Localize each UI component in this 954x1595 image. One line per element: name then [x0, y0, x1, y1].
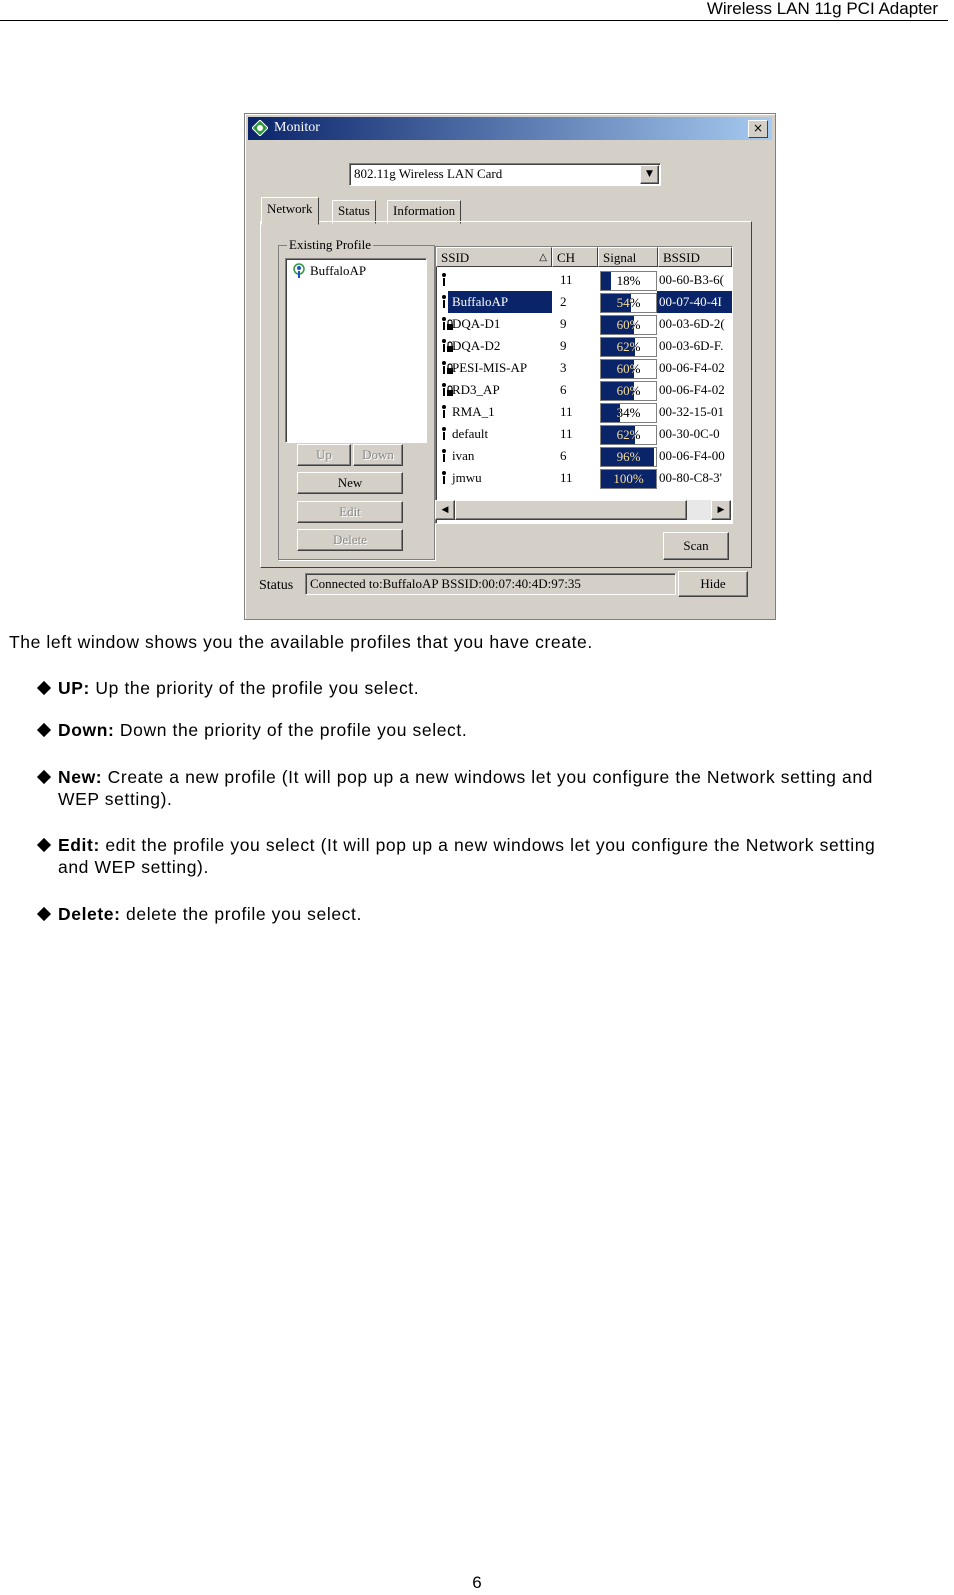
ssid-cell: RMA_1 — [452, 404, 495, 419]
channel-cell: 9 — [560, 316, 567, 331]
bullet-new — [39, 766, 909, 810]
channel-cell: 2 — [560, 294, 567, 309]
signal-bar — [600, 381, 657, 401]
status-label: Status — [259, 578, 294, 593]
bullet-text: Up the priority of the profile you select. — [89, 678, 420, 698]
diamond-bullet-icon — [37, 681, 51, 695]
bssid-cell: 00-03-6D-2( — [659, 316, 725, 331]
profile-connected-icon — [292, 263, 306, 279]
channel-cell: 6 — [560, 448, 567, 463]
column-header-bssid[interactable]: BSSID — [658, 247, 732, 267]
column-header-ch[interactable]: CH — [552, 247, 598, 267]
up-button[interactable]: Up — [297, 444, 351, 466]
diamond-bullet-icon — [37, 907, 51, 921]
network-list[interactable] — [435, 246, 733, 524]
page-number: 6 — [472, 1573, 482, 1592]
bullet-text: Down the priority of the profile you select. — [114, 720, 468, 740]
signal-label: 100% — [613, 471, 644, 486]
hide-button[interactable]: Hide — [678, 571, 748, 597]
profile-item[interactable] — [292, 263, 366, 279]
ssid-cell: default — [452, 426, 489, 441]
intro-paragraph: The left window shows you the available profiles that you have create. — [9, 632, 593, 652]
scroll-left-icon[interactable]: ◀ — [435, 500, 455, 520]
signal-bar — [600, 337, 657, 357]
bullet-edit — [39, 834, 909, 878]
channel-cell: 11 — [560, 470, 573, 485]
signal-label: 62% — [616, 427, 641, 442]
ssid-cell: DQA-D1 — [452, 316, 501, 331]
page-header — [0, 0, 948, 21]
network-row[interactable] — [436, 291, 732, 313]
bullet-down — [39, 719, 909, 741]
ssid-cell: BuffaloAP — [448, 291, 552, 313]
signal-bar — [600, 359, 657, 379]
network-row[interactable] — [436, 423, 732, 445]
channel-cell: 11 — [560, 404, 573, 419]
bullet-term: Delete: — [58, 904, 121, 924]
existing-profile-legend: Existing Profile — [289, 237, 371, 252]
monitor-window — [244, 113, 776, 620]
new-button[interactable]: New — [297, 472, 403, 494]
ssid-cell — [448, 269, 552, 291]
bullet-term: Edit: — [58, 835, 100, 855]
channel-cell: 11 — [560, 272, 573, 287]
bullet-text: Create a new profile (It will pop up a new windows let you configure the Network setting and WEP setting). — [58, 767, 873, 809]
down-button[interactable]: Down — [353, 444, 403, 466]
window-title: Monitor — [274, 120, 320, 135]
bullet-text: delete the profile you select. — [120, 904, 362, 924]
title-bar — [248, 117, 772, 140]
tab-status[interactable]: Status — [332, 200, 376, 224]
channel-cell: 9 — [560, 338, 567, 353]
network-row[interactable] — [436, 467, 732, 489]
signal-bar — [600, 425, 657, 445]
bullet-term: New: — [58, 767, 103, 787]
signal-label: 60% — [616, 361, 641, 376]
signal-bar — [600, 271, 657, 291]
bssid-cell: 00-60-B3-6( — [659, 272, 724, 287]
column-header-signal[interactable]: Signal — [598, 247, 658, 267]
bssid-cell: 00-06-F4-02 — [659, 382, 725, 397]
network-row[interactable] — [436, 313, 732, 335]
sort-ascending-icon: △ — [539, 252, 547, 263]
bssid-cell: 00-07-40-4I — [657, 291, 733, 313]
adapter-select[interactable] — [349, 163, 661, 186]
document-title: Wireless LAN 11g PCI Adapter — [706, 0, 938, 18]
signal-bar — [600, 469, 657, 489]
monitor-app-icon — [252, 120, 268, 136]
profile-list[interactable] — [285, 258, 427, 443]
chevron-down-icon[interactable]: ▼ — [640, 165, 659, 184]
tab-network[interactable]: Network — [261, 197, 319, 225]
signal-bar — [600, 293, 657, 313]
signal-label: 54% — [616, 295, 641, 310]
channel-cell: 11 — [560, 426, 573, 441]
horizontal-scrollbar[interactable] — [435, 500, 731, 520]
scroll-thumb[interactable] — [455, 500, 687, 520]
channel-cell: 6 — [560, 382, 567, 397]
channel-cell: 3 — [560, 360, 567, 375]
signal-bar — [600, 447, 657, 467]
ssid-cell: DQA-D2 — [452, 338, 501, 353]
bssid-cell: 00-03-6D-F. — [659, 338, 724, 353]
signal-label: 18% — [616, 273, 641, 288]
status-field: Connected to:BuffaloAP BSSID:00:07:40:4D:97:35 — [305, 573, 676, 595]
ssid-cell: jmwu — [452, 470, 482, 485]
ssid-cell: ivan — [452, 448, 475, 463]
adapter-select-value: 802.11g Wireless LAN Card — [354, 166, 503, 181]
ssid-cell: PESI-MIS-AP — [452, 360, 528, 375]
network-row[interactable] — [436, 335, 732, 357]
bssid-cell: 00-30-0C-0 — [659, 426, 720, 441]
bssid-cell: 00-32-15-01 — [659, 404, 724, 419]
network-row[interactable] — [436, 379, 732, 401]
signal-label: 60% — [616, 383, 641, 398]
diamond-bullet-icon — [37, 770, 51, 784]
network-row[interactable] — [436, 401, 732, 423]
close-button[interactable]: × — [748, 120, 768, 138]
bssid-cell: 00-06-F4-02 — [659, 360, 725, 375]
network-row[interactable] — [436, 445, 732, 467]
bullet-term: UP: — [58, 678, 90, 698]
diamond-bullet-icon — [37, 838, 51, 852]
bullet-up — [39, 677, 909, 699]
bullet-term: Down: — [58, 720, 115, 740]
bullet-text: edit the profile you select (It will pop up a new windows let you configure the Network setting and WEP setting). — [58, 835, 876, 877]
bssid-cell: 00-06-F4-00 — [659, 448, 725, 463]
profile-item-label: BuffaloAP — [310, 263, 367, 278]
signal-label: 34% — [616, 405, 641, 420]
signal-bar — [600, 315, 657, 335]
delete-button[interactable]: Delete — [297, 529, 403, 551]
bssid-cell: 00-80-C8-3' — [659, 470, 723, 485]
tab-information[interactable]: Information — [387, 200, 461, 224]
edit-button[interactable]: Edit — [297, 501, 403, 523]
network-row[interactable] — [436, 269, 732, 291]
signal-label: 62% — [616, 339, 641, 354]
scan-button[interactable]: Scan — [663, 532, 729, 560]
column-header-ssid[interactable] — [436, 247, 552, 267]
diamond-bullet-icon — [37, 723, 51, 737]
signal-label: 60% — [616, 317, 641, 332]
signal-label: 96% — [616, 449, 641, 464]
signal-bar — [600, 403, 657, 423]
column-header-ssid-label: SSID — [441, 250, 470, 265]
ssid-cell: RD3_AP — [452, 382, 500, 397]
network-row[interactable] — [436, 357, 732, 379]
bullet-delete — [39, 903, 909, 925]
scroll-right-icon[interactable]: ▶ — [711, 500, 731, 520]
